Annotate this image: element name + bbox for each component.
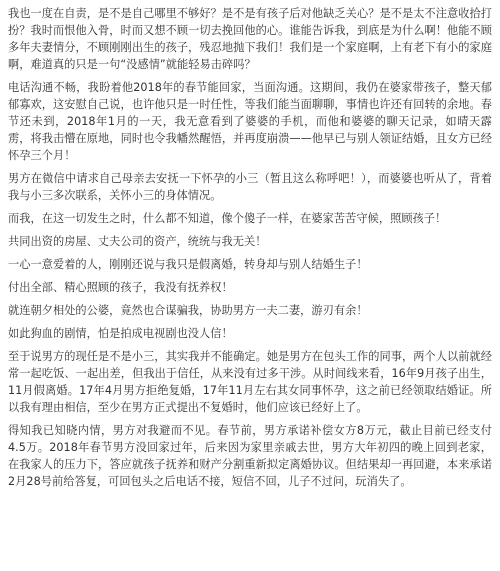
- paragraph-unaware: 而我，在这一切发生之时，什么都不知道，像个傻子一样，在婆家苦苦守候，照顾孩子！: [8, 212, 447, 225]
- paragraph-tv-drama: 如此狗血的剧情，怕是拍成电视剧也没人信！: [8, 327, 233, 340]
- paragraph-self-blame: 我也一度在自责，是不是自己哪里不够好？是不是有孩子后对他缺乏关心？是不是太不注意收拾打扮？我时而恨他入骨，时而又想不顾一切去挽回他的心。谁能告诉我，到底是为什么啊！他能不顾多年夫妻情分，不顾刚刚出生的孩子，残忍地抛下我们！我们是一个家庭啊，上有老下有小的家庭啊，难道真的只是一句“没感情”就能轻易击碎吗？: [8, 7, 492, 71]
- paragraph-in-laws: 就连朝夕相处的公婆，竟然也合谋骗我，协助男方一夫二妻，游刃有余！: [8, 304, 368, 317]
- paragraph-assets: 共同出资的房屋、丈夫公司的资产，统统与我无关！: [8, 235, 267, 248]
- paragraph-timeline: 至于说男方的现任是不是小三，其实我并不能确定。她是男方在包头工作的同事，两个人以前就经常一起吃饭、一起出差，但我出于信任，从来没有过多干涉。从时间线来看，16年9月孩子出生，11月假离婚。17年4月男方拒绝复婚，17年11月左右其女同事怀孕，这之前已经领取结婚证。所以我有理由相信，至少在男方正式提出不复婚时，他们应该已经好上了。: [8, 350, 492, 414]
- paragraph-custody: 付出全部、精心照顾的孩子，我没有抚养权！: [8, 281, 233, 294]
- paragraph-wechat-request: 男方在微信中请求自己母亲去安抚一下怀孕的小三（暂且这么称呼吧！），而婆婆也听从了，背着我与小三多次联系，关怀小三的身体情况。: [8, 172, 492, 202]
- paragraph-phone-communication: 电话沟通不畅，我盼着他2018年的春节能回家，当面沟通。这期间，我仍在婆家带孩子，整天郁郁寡欢，这安慰自己说，也许他只是一时任性，等我们能当面聊聊，事情也许还有回转的余地。春节还未到，2018年1月的一天，我无意看到了婆婆的手机，而他和婆婆的聊天记录，如晴天霹雳，将我击懵在原地，同时也令我幡然醒悟，并再度崩溃——他早已与别人领证结婚，且女方已经怀孕三个月！: [8, 81, 492, 162]
- paragraph-fake-divorce: 一心一意爱着的人，刚刚还说与我只是假离婚，转身却与别人结婚生子！: [8, 258, 368, 271]
- paragraph-compensation: 得知我已知晓内情，男方对我避而不见。春节前，男方承诺补偿女方8万元，截止目前已经支付4.5万。2018年春节男方没回家过年，后来因为家里亲戚去世，男方大年初四的晚上回到老家，在我家人的压力下，答应就孩子抚养和财产分割重新拟定离婚协议。但结果却一再回避，本来承诺2月28号前给答复，可回包头之后电话不接，短信不回，儿子不过问，玩消失了。: [8, 424, 492, 488]
